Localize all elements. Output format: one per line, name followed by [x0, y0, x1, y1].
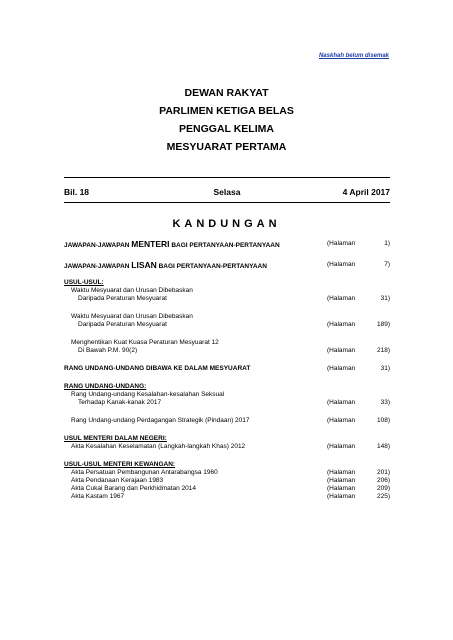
page-number: 201)	[376, 469, 390, 476]
header-meeting: MESYUARAT PERTAMA	[166, 141, 287, 153]
header-session: PENGGAL KELIMA	[179, 123, 274, 135]
page-number: 148)	[376, 443, 390, 450]
halaman-label: (Halaman	[327, 493, 356, 500]
page-number: 1)	[384, 240, 390, 247]
header-parliament: PARLIMEN KETIGA BELAS	[159, 105, 294, 117]
meta-line	[64, 187, 390, 197]
page-number: 218)	[376, 347, 390, 354]
header-title: DEWAN RAKYAT	[184, 87, 269, 99]
page-number: 7)	[384, 261, 390, 268]
page-number: 209)	[376, 485, 390, 492]
page-number: 108)	[376, 417, 390, 424]
contents-title: KANDUNGAN	[172, 218, 281, 230]
halaman-label: (Halaman	[327, 365, 356, 372]
top-rule	[64, 177, 390, 178]
halaman-label: (Halaman	[327, 261, 356, 268]
meeting-date: 4 April 2017	[342, 187, 390, 197]
halaman-label: (Halaman	[327, 347, 356, 354]
emphasis-menteri: MENTERI	[131, 239, 170, 249]
halaman-label: (Halaman	[327, 399, 356, 406]
page-number: 189)	[376, 321, 390, 328]
meeting-day: Selasa	[213, 187, 241, 197]
halaman-label: (Halaman	[327, 417, 356, 424]
halaman-label: (Halaman	[327, 295, 356, 302]
page-number: 206)	[376, 477, 390, 484]
halaman-label: (Halaman	[327, 469, 356, 476]
page-number: 33)	[380, 399, 390, 406]
emphasis-lisan: LISAN	[131, 260, 157, 270]
page-number: 31)	[380, 295, 390, 302]
halaman-label: (Halaman	[327, 443, 356, 450]
page-number: 31)	[380, 365, 390, 372]
bottom-rule	[64, 202, 390, 203]
page-number: 225)	[376, 493, 390, 500]
halaman-label: (Halaman	[327, 485, 356, 492]
halaman-label: (Halaman	[327, 240, 356, 247]
draft-note: Naskhah belum disemak	[318, 53, 389, 59]
halaman-label: (Halaman	[327, 321, 356, 328]
halaman-label: (Halaman	[327, 477, 356, 484]
issue-number: Bil. 18	[64, 187, 90, 197]
